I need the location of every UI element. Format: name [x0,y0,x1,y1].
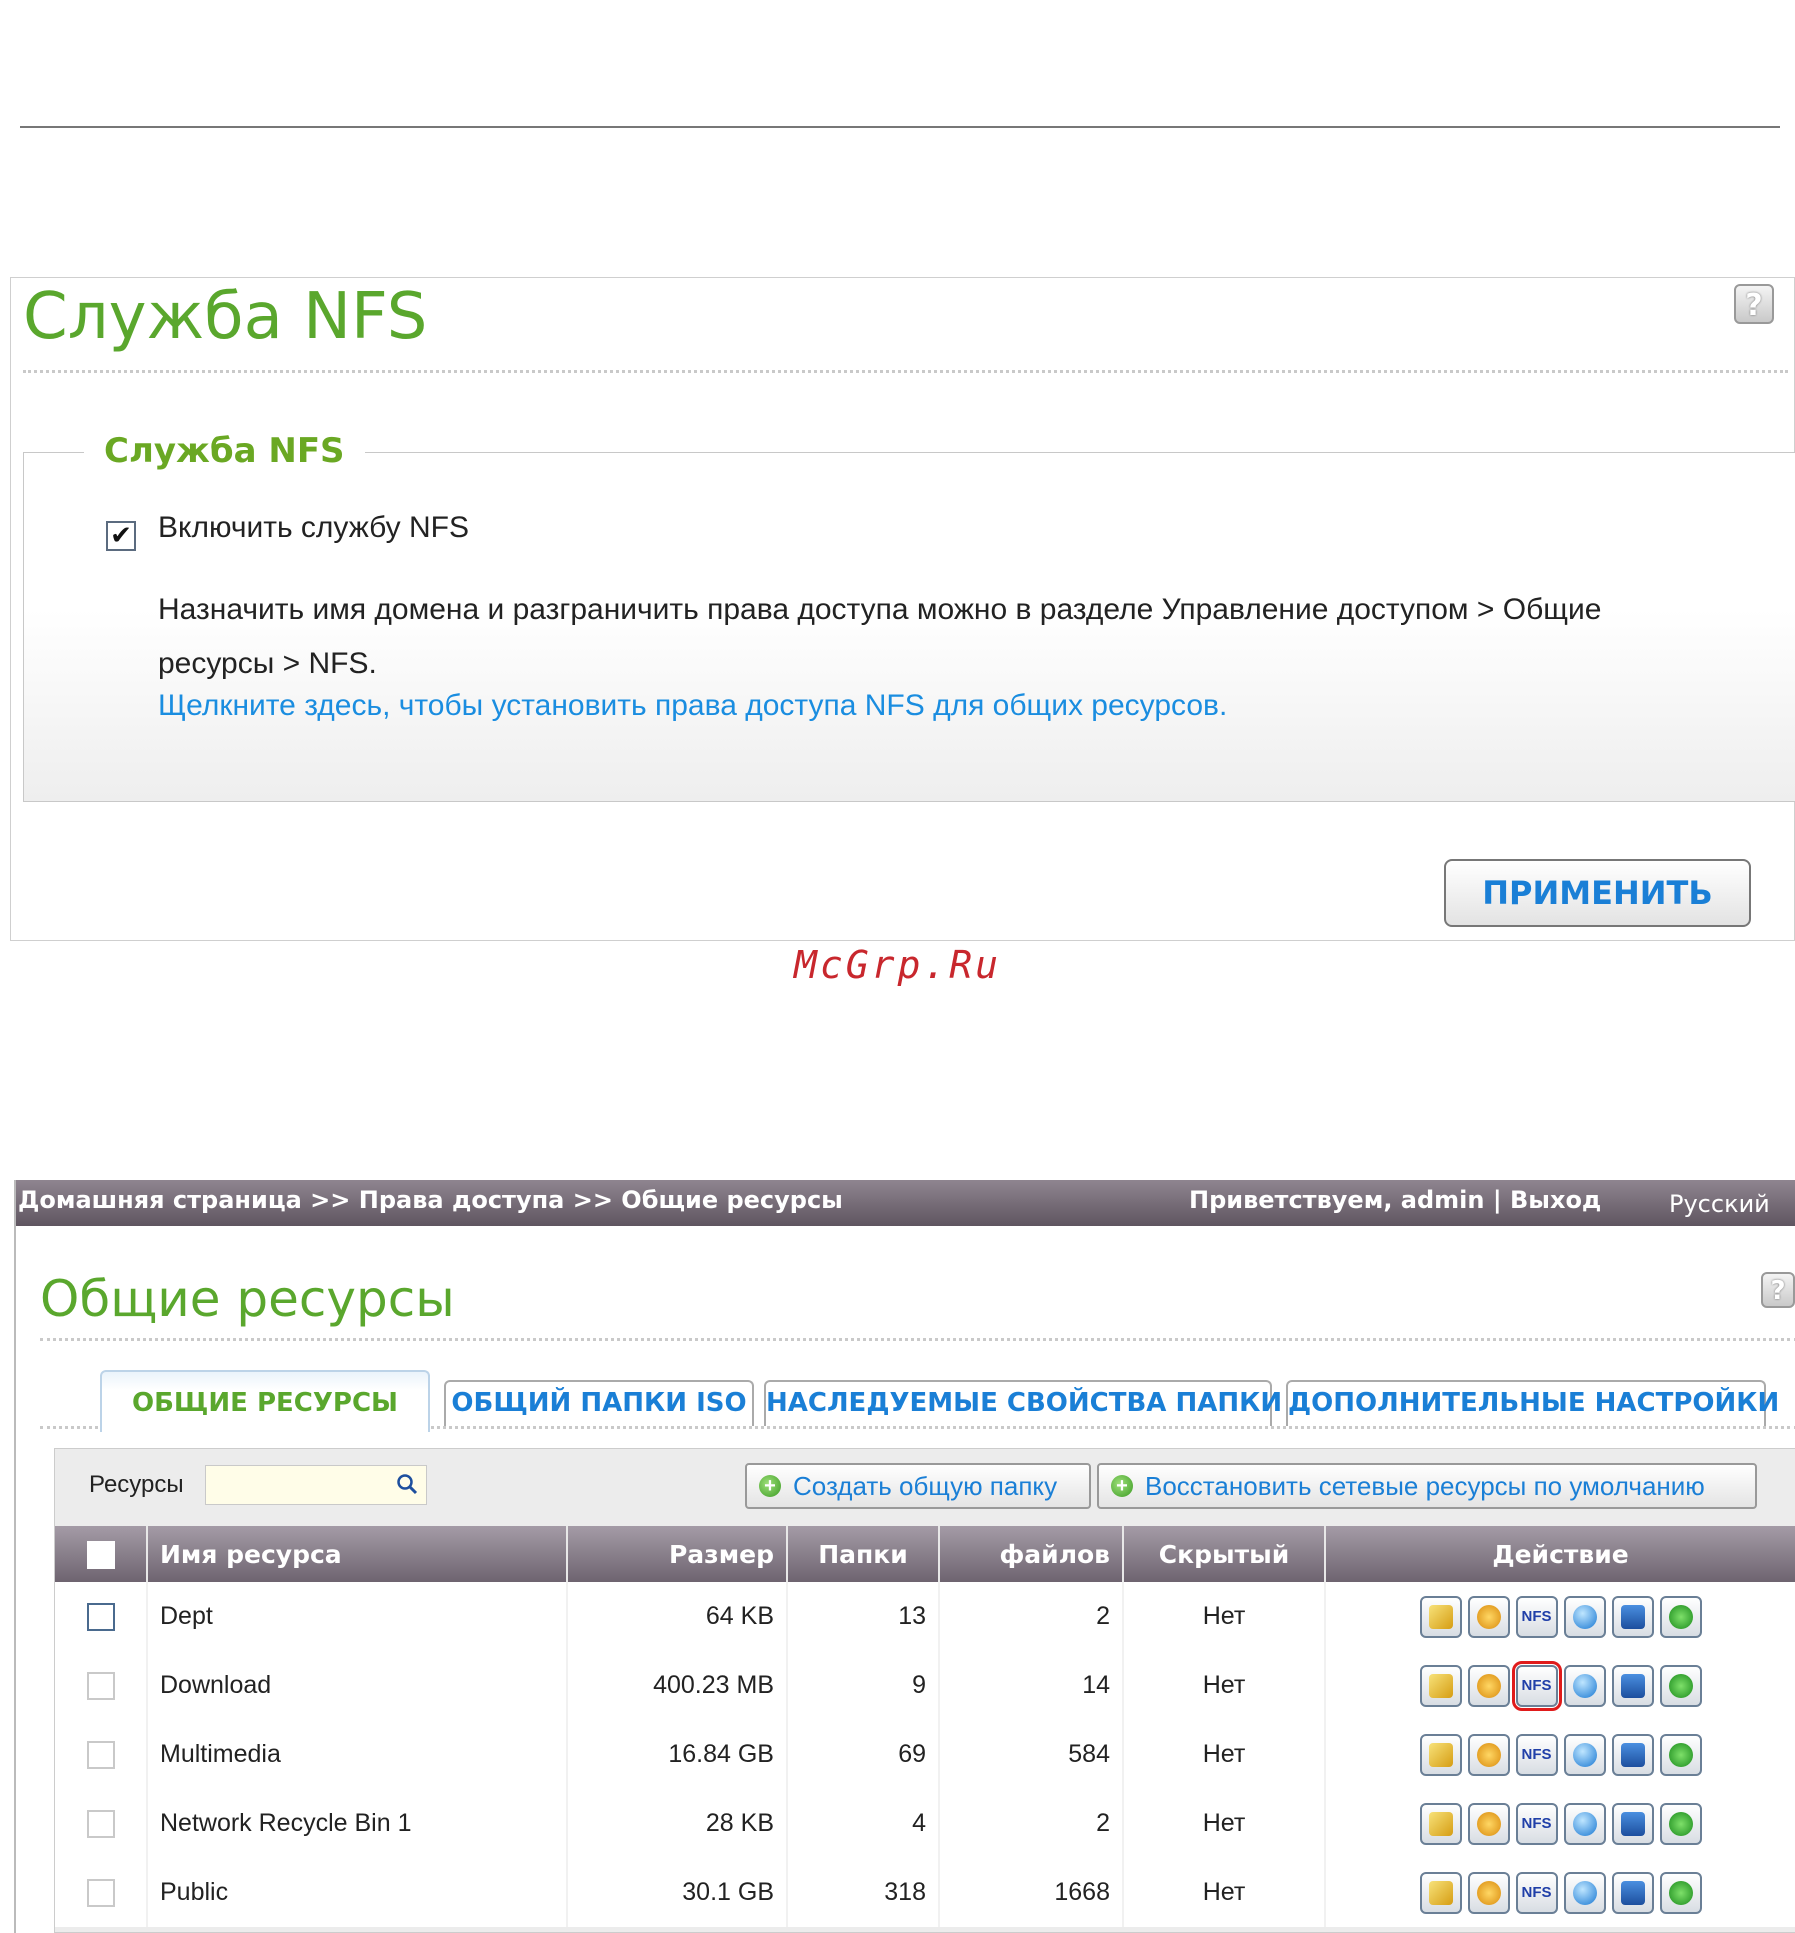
shares-table [55,1526,1795,1927]
share-folders: 4 [787,1789,939,1858]
refresh-icon[interactable] [1660,1665,1702,1707]
select-all-cell [55,1526,147,1582]
col-size[interactable]: Размер [567,1526,787,1582]
col-folders[interactable]: Папки [787,1526,939,1582]
top-bar [16,1180,1795,1226]
monitor-icon[interactable] [1612,1665,1654,1707]
nfs-fieldset [23,431,1795,802]
shares-title: Общие ресурсы [40,1270,455,1328]
action-icons [1420,1872,1702,1914]
breadcrumb[interactable]: Домашняя страница >> Права доступа >> Общие ресурсы [18,1186,843,1214]
col-name[interactable]: Имя ресурса [147,1526,567,1582]
tab-iso-folders[interactable]: ОБЩИЙ ПАПКИ ISO [444,1380,754,1426]
welcome-logout[interactable]: Приветствуем, admin | Выход [1189,1186,1602,1214]
share-folders: 13 [787,1582,939,1651]
nfs-permissions-link[interactable]: Щелкните здесь, чтобы установить права доступа NFS для общих ресурсов. [158,689,1228,722]
title-divider [40,1338,1795,1341]
share-name: Public [147,1858,567,1927]
page-title: Служба NFS [23,280,428,354]
row-checkbox[interactable] [87,1672,115,1700]
col-action: Действие [1325,1526,1795,1582]
section-legend: Служба NFS [84,431,365,471]
access-permission-icon[interactable] [1468,1596,1510,1638]
nfs-permission-icon[interactable]: NFS [1516,1665,1558,1707]
webdav-icon[interactable] [1564,1596,1606,1638]
share-files: 2 [939,1582,1123,1651]
monitor-icon[interactable] [1612,1803,1654,1845]
share-name: Network Recycle Bin 1 [147,1789,567,1858]
edit-properties-icon[interactable] [1420,1803,1462,1845]
tab-folder-inheritance[interactable]: НАСЛЕДУЕМЫЕ СВОЙСТВА ПАПКИ [764,1380,1272,1426]
shares-grid [54,1448,1795,1933]
share-name: Download [147,1651,567,1720]
action-icons [1420,1803,1702,1845]
share-size: 16.84 GB [567,1720,787,1789]
action-icons [1420,1596,1702,1638]
search-label: Ресурсы [89,1471,184,1498]
share-folders: 318 [787,1858,939,1927]
share-actions [1325,1858,1795,1927]
share-files: 14 [939,1651,1123,1720]
restore-defaults-button[interactable] [1097,1463,1757,1509]
top-rule [20,126,1780,128]
plus-icon: + [1111,1475,1133,1497]
row-checkbox[interactable] [87,1810,115,1838]
enable-nfs-checkbox[interactable]: ✔ [106,521,136,551]
language-selector[interactable]: Русский [1669,1190,1770,1218]
edit-properties-icon[interactable] [1420,1596,1462,1638]
share-actions [1325,1651,1795,1720]
table-row[interactable] [55,1720,1795,1789]
refresh-icon[interactable] [1660,1596,1702,1638]
share-folders: 69 [787,1720,939,1789]
row-select-cell [55,1651,147,1720]
access-permission-icon[interactable] [1468,1734,1510,1776]
share-hidden: Нет [1123,1789,1325,1858]
create-share-button[interactable] [745,1463,1091,1509]
table-row[interactable] [55,1651,1795,1720]
apply-button[interactable]: ПРИМЕНИТЬ [1444,859,1751,927]
nfs-service-panel [10,277,1795,941]
access-permission-icon[interactable] [1468,1872,1510,1914]
share-actions [1325,1789,1795,1858]
edit-properties-icon[interactable] [1420,1872,1462,1914]
share-files: 584 [939,1720,1123,1789]
webdav-icon[interactable] [1564,1665,1606,1707]
row-checkbox[interactable] [87,1603,115,1631]
row-select-cell [55,1858,147,1927]
share-size: 28 KB [567,1789,787,1858]
webdav-icon[interactable] [1564,1872,1606,1914]
share-hidden: Нет [1123,1858,1325,1927]
nfs-permission-icon[interactable]: NFS [1516,1803,1558,1845]
title-divider [23,370,1788,373]
edit-properties-icon[interactable] [1420,1665,1462,1707]
row-select-cell [55,1582,147,1651]
table-row[interactable] [55,1858,1795,1927]
refresh-icon[interactable] [1660,1734,1702,1776]
share-actions [1325,1582,1795,1651]
share-hidden: Нет [1123,1720,1325,1789]
row-checkbox[interactable] [87,1741,115,1769]
access-permission-icon[interactable] [1468,1803,1510,1845]
tab-bar [40,1370,1795,1429]
shares-page [14,1180,1795,1933]
search-input[interactable] [205,1465,427,1505]
action-icons [1420,1734,1702,1776]
nfs-permission-icon[interactable]: NFS [1516,1734,1558,1776]
table-row[interactable] [55,1789,1795,1858]
table-row[interactable] [55,1582,1795,1651]
refresh-icon[interactable] [1660,1803,1702,1845]
access-permission-icon[interactable] [1468,1665,1510,1707]
tab-shares[interactable]: ОБЩИЕ РЕСУРСЫ [100,1370,430,1432]
nfs-permission-icon[interactable]: NFS [1516,1872,1558,1914]
watermark: McGrp.Ru [793,943,1002,987]
share-name: Multimedia [147,1720,567,1789]
help-icon[interactable]: ? [1734,284,1774,324]
webdav-icon[interactable] [1564,1734,1606,1776]
help-icon[interactable]: ? [1761,1272,1795,1308]
action-icons [1420,1665,1702,1707]
col-files[interactable]: файлов [939,1526,1123,1582]
share-name: Dept [147,1582,567,1651]
share-actions [1325,1720,1795,1789]
share-files: 2 [939,1789,1123,1858]
refresh-icon[interactable] [1660,1872,1702,1914]
share-folders: 9 [787,1651,939,1720]
monitor-icon[interactable] [1612,1734,1654,1776]
select-all-checkbox[interactable] [87,1541,115,1569]
share-size: 400.23 MB [567,1651,787,1720]
tab-advanced-settings[interactable]: ДОПОЛНИТЕЛЬНЫЕ НАСТРОЙКИ [1286,1380,1766,1426]
edit-properties-icon[interactable] [1420,1734,1462,1776]
restore-defaults-label: Восстановить сетевые ресурсы по умолчанию [1145,1471,1705,1501]
nfs-permission-icon[interactable]: NFS [1516,1596,1558,1638]
plus-icon: + [759,1475,781,1497]
row-checkbox[interactable] [87,1879,115,1907]
webdav-icon[interactable] [1564,1803,1606,1845]
monitor-icon[interactable] [1612,1596,1654,1638]
share-hidden: Нет [1123,1651,1325,1720]
share-files: 1668 [939,1858,1123,1927]
nfs-description: Назначить имя домена и разграничить права доступа можно в разделе Управление доступом > Общие ресурсы > NFS. [158,593,1602,680]
table-header [55,1526,1795,1582]
col-hidden[interactable]: Скрытый [1123,1526,1325,1582]
monitor-icon[interactable] [1612,1872,1654,1914]
share-size: 30.1 GB [567,1858,787,1927]
enable-nfs-label: Включить службу NFS [158,511,470,544]
row-select-cell [55,1789,147,1858]
share-size: 64 KB [567,1582,787,1651]
row-select-cell [55,1720,147,1789]
share-hidden: Нет [1123,1582,1325,1651]
create-share-label: Создать общую папку [793,1471,1058,1501]
search-icon[interactable] [396,1473,418,1495]
